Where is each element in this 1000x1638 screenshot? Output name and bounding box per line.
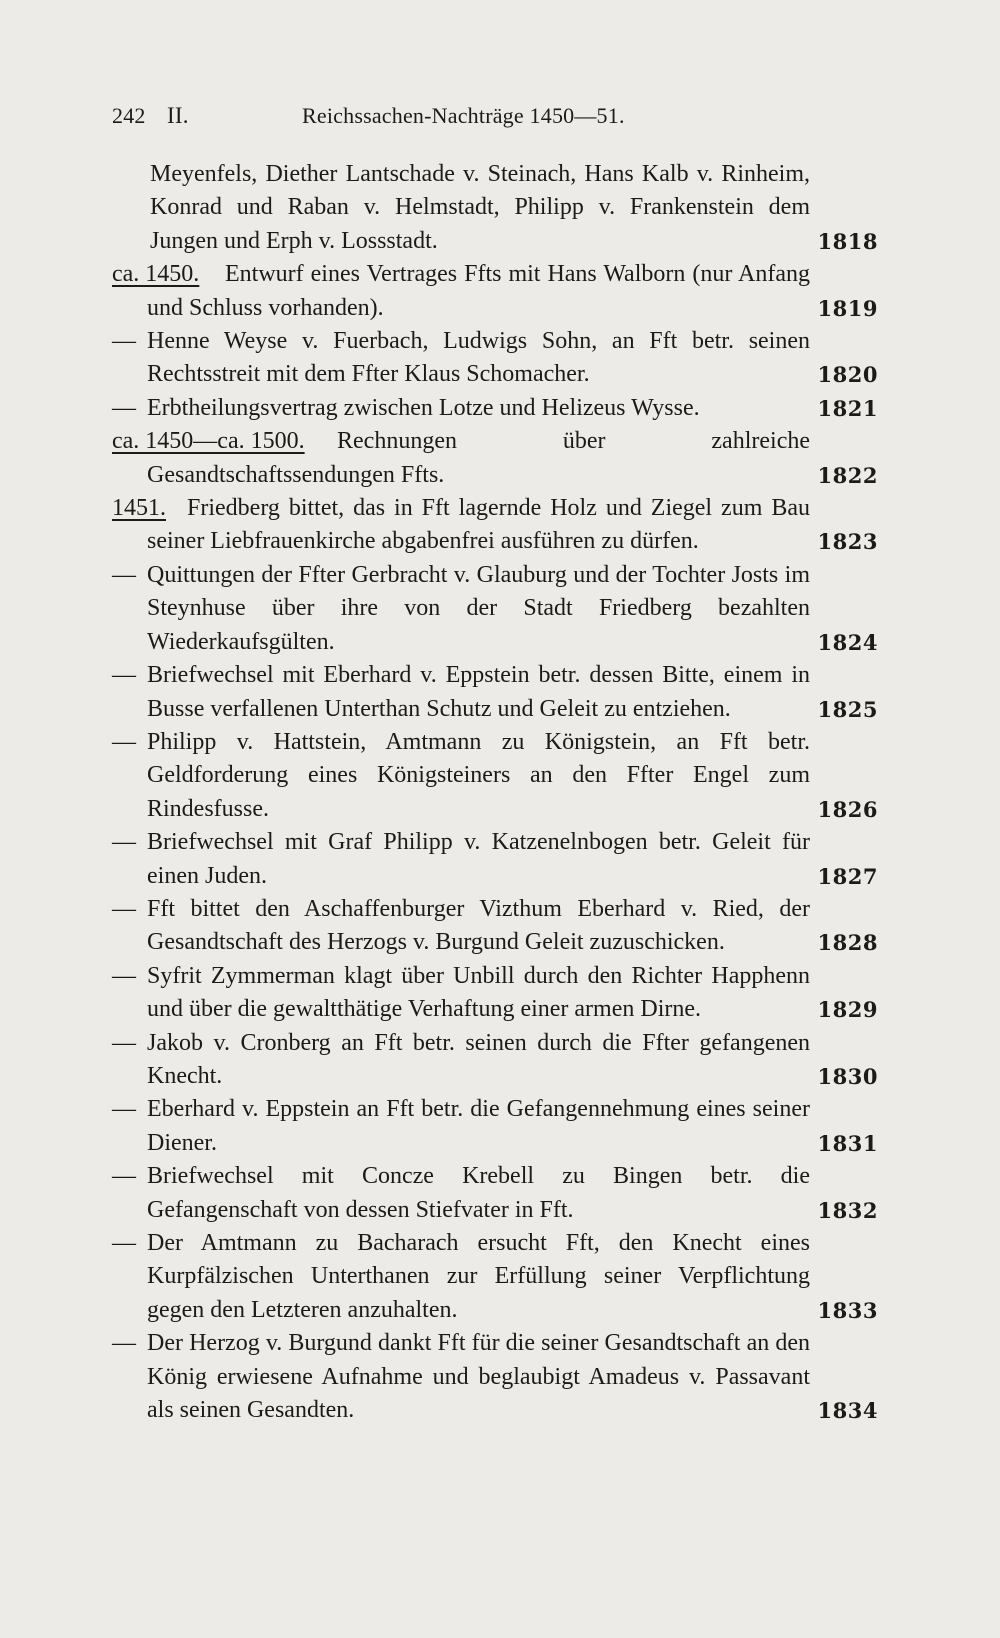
entry-dash: — [112, 662, 136, 689]
entry-dash: — [112, 1029, 136, 1056]
register-entry [112, 826, 878, 893]
running-title: Reichssachen-Nachträge 1450—51. [302, 103, 625, 128]
entry-number: 1827 [817, 863, 878, 889]
register-entries [112, 158, 878, 1427]
entry-text: Meyenfels, Diether Lantschade v. Steinach, Hans Kalb v. Rinheim, Konrad und Raban v. Helmstadt, Philipp v. Frankenstein dem Jungen und Erph v. Lossstadt. [150, 161, 810, 254]
register-entry [112, 726, 878, 826]
entry-number: 1819 [817, 295, 878, 321]
entry-number: 1823 [817, 529, 878, 555]
entry-number: 1830 [817, 1063, 878, 1089]
entry-text: Friedberg bittet, das in Fft lagernde Holz und Ziegel zum Bau seiner Liebfrauenkirche abgabenfrei ausführen zu dürfen. [147, 495, 810, 555]
entry-number: 1822 [817, 462, 878, 488]
entry-dash: — [112, 561, 136, 588]
entry-number: 1818 [817, 228, 878, 254]
entry-number: 1831 [817, 1130, 878, 1156]
register-entry [112, 1160, 878, 1227]
entry-text: Syfrit Zymmerman klagt über Unbill durch den Richter Happhenn und über die gewaltthätige Verhaftung einer armen Dirne. [147, 962, 810, 1023]
entry-number: 1824 [817, 629, 878, 655]
entry-number: 1832 [817, 1197, 878, 1223]
entry-text: Eberhard v. Eppstein an Fft betr. die Gefangennehmung eines seiner Diener. [147, 1096, 810, 1156]
register-entry [112, 960, 878, 1027]
entry-dash: — [112, 829, 136, 856]
entry-dash: — [112, 1330, 136, 1357]
entry-number: 1828 [817, 930, 878, 956]
entry-text: Rechnungen über zahlreiche Gesandtschaftssendungen Ffts. [147, 428, 810, 488]
register-entry [112, 559, 878, 659]
entry-dash: — [112, 728, 136, 755]
entry-text: Der Amtmann zu Bacharach ersucht Fft, den Knecht eines Kurpfälzischen Unterthanen zur Erfüllung seiner Verpflichtung gegen den Letzteren anzuhalten. [147, 1230, 810, 1323]
entry-number: 1825 [817, 696, 878, 722]
register-entry [112, 659, 878, 726]
entry-text: Jakob v. Cronberg an Fft betr. seinen durch die Ffter gefangenen Knecht. [147, 1029, 810, 1089]
register-entry [112, 392, 878, 425]
register-entry [112, 1227, 878, 1327]
entry-text: Fft bittet den Aschaffenburger Vizthum Eberhard v. Ried, der Gesandtschaft des Herzogs v. Burgund Geleit zuzuschicken. [147, 895, 810, 956]
entry-date: ca. 1450. [112, 261, 200, 288]
section-number: II. [167, 103, 189, 128]
entry-number: 1829 [817, 997, 878, 1023]
entry-dash: — [112, 1230, 136, 1256]
entry-text: Philipp v. Hattstein, Amtmann zu Königstein, an Fft betr. Geldforderung eines Königsteiners an den Ffter Engel zum Rindesfusse. [147, 728, 810, 822]
register-entry [112, 1027, 878, 1094]
entry-text: Briefwechsel mit Graf Philipp v. Katzenelnbogen betr. Geleit für einen Juden. [147, 829, 810, 889]
page-header [112, 103, 625, 129]
entry-dash: — [112, 895, 136, 922]
entry-date: 1451. [112, 495, 166, 522]
register-entry [112, 492, 878, 559]
entry-text: Der Herzog v. Burgund dankt Fft für die seiner Gesandtschaft an den König erwiesene Aufnahme und beglaubigt Amadeus v. Passavant als seinen Gesandten. [147, 1330, 810, 1424]
register-entry [112, 1093, 878, 1160]
register-entry [112, 158, 878, 258]
entry-number: 1821 [817, 395, 878, 421]
register-entry [112, 325, 878, 392]
entry-number: 1833 [817, 1297, 878, 1323]
entry-text: Briefwechsel mit Eberhard v. Eppstein betr. dessen Bitte, einem in Busse verfallenen Unterthan Schutz und Geleit zu entziehen. [147, 662, 810, 722]
entry-text: Henne Weyse v. Fuerbach, Ludwigs Sohn, an Fft betr. seinen Rechtsstreit mit dem Ffter Klaus Schomacher. [147, 328, 810, 388]
entry-dash: — [112, 1096, 136, 1123]
register-entry [112, 258, 878, 325]
entry-dash: — [112, 328, 136, 355]
entry-dash: — [112, 1163, 136, 1190]
register-entry [112, 1327, 878, 1427]
entry-text: Entwurf eines Vertrages Ffts mit Hans Walborn (nur Anfang und Schluss vorhanden). [147, 261, 810, 321]
page-number: 242 [112, 103, 146, 128]
register-entry [112, 425, 878, 492]
entry-date: ca. 1450—ca. 1500. [112, 428, 305, 455]
entry-text: Erbtheilungsvertrag zwischen Lotze und Helizeus Wysse. [147, 394, 700, 421]
entry-dash: — [112, 394, 136, 421]
entry-number: 1820 [817, 362, 878, 388]
entry-number: 1834 [817, 1398, 878, 1424]
entry-number: 1826 [817, 796, 878, 822]
register-entry [112, 893, 878, 960]
entry-text: Briefwechsel mit Concze Krebell zu Bingen betr. die Gefangenschaft von dessen Stiefvater in Fft. [147, 1163, 810, 1223]
entry-dash: — [112, 962, 136, 989]
entry-text: Quittungen der Ffter Gerbracht v. Glauburg und der Tochter Josts im Steynhuse über ihre von der Stadt Friedberg bezahlten Wiederkaufsgülten. [147, 561, 810, 655]
